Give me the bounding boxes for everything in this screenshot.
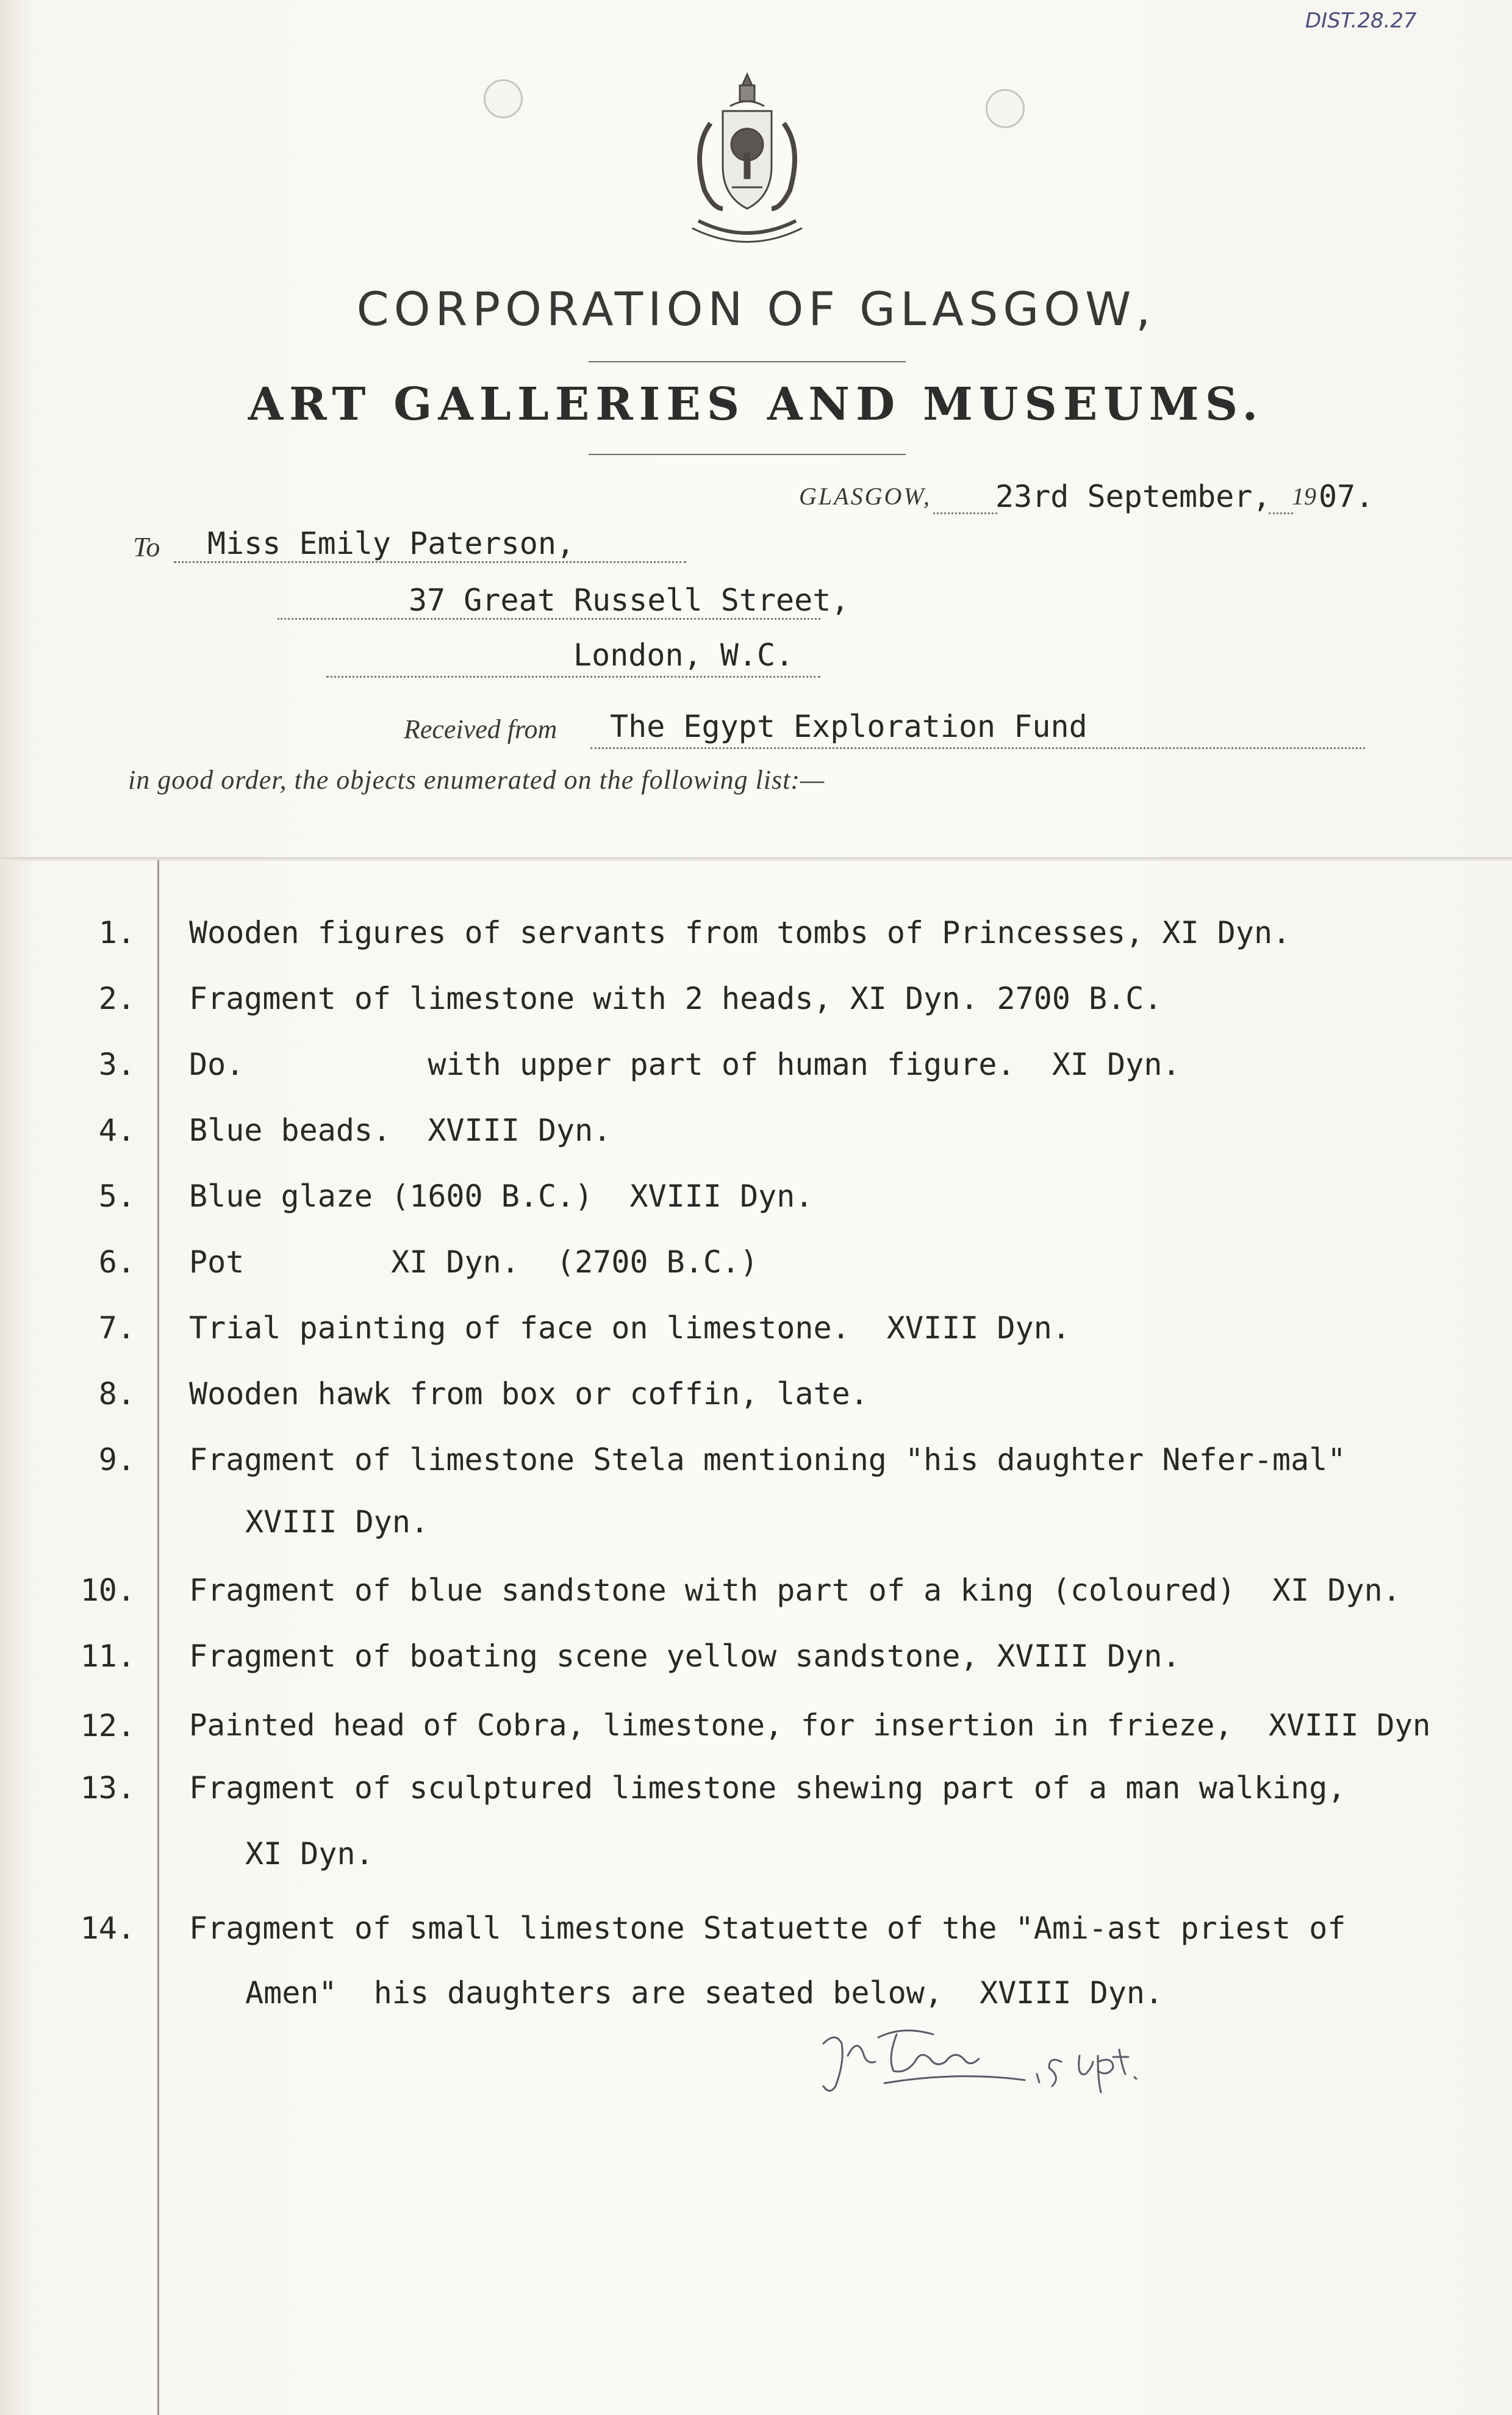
item-number: 14.	[80, 1911, 135, 1946]
item-description-continued: XI Dyn.	[245, 1836, 374, 1871]
item-description: Fragment of limestone Stela mentioning "his daughter Nefer-mal"	[189, 1442, 1346, 1477]
item-description-continued: Amen" his daughters are seated below, XVIII Dyn.	[245, 1975, 1164, 2011]
item-description: Trial painting of face on limestone. XVIII Dyn.	[189, 1310, 1070, 1346]
item-description: Fragment of blue sandstone with part of a king (coloured) XI Dyn.	[189, 1573, 1401, 1608]
margin-rule	[157, 860, 159, 2415]
received-statement: in good order, the objects enumerated on the following list:—	[128, 765, 825, 795]
recipient-name: Miss Emily Paterson,	[207, 526, 575, 561]
corporation-heading: CORPORATION OF GLASGOW,	[356, 282, 1156, 336]
item-description: Blue beads. XVIII Dyn.	[189, 1113, 612, 1148]
item-number: 11.	[80, 1638, 135, 1674]
item-number: 2.	[98, 981, 135, 1016]
item-number: 1.	[98, 915, 135, 950]
punch-hole-left	[484, 79, 523, 118]
glasgow-coat-of-arms-icon	[674, 68, 820, 251]
item-number: 6.	[98, 1244, 135, 1280]
recipient-street: 37 Great Russell Street,	[409, 583, 850, 618]
reference-mark: DIST.28.27	[1305, 9, 1417, 33]
item-description: Blue glaze (1600 B.C.) XVIII Dyn.	[189, 1179, 814, 1214]
item-description: Fragment of small limestone Statuette of the "Ami-ast priest of	[189, 1911, 1346, 1946]
item-number: 4.	[98, 1113, 135, 1148]
year-value: 07.	[1319, 479, 1374, 514]
item-number: 10.	[80, 1573, 135, 1608]
date-value: 23rd September,	[995, 479, 1271, 514]
item-number: 13.	[80, 1770, 135, 1806]
institution-heading: ART GALLERIES AND MUSEUMS.	[248, 378, 1264, 431]
recipient-city: London, W.C.	[573, 637, 794, 673]
item-number: 5.	[98, 1179, 135, 1214]
item-description: Fragment of boating scene yellow sandstone, XVIII Dyn.	[189, 1638, 1181, 1674]
heading-divider	[589, 361, 906, 362]
received-from-value: The Egypt Exploration Fund	[610, 709, 1087, 744]
item-description-continued: XVIII Dyn.	[245, 1504, 429, 1540]
item-number: 7.	[98, 1310, 135, 1346]
dotted-line	[590, 747, 1365, 749]
item-description: Pot XI Dyn. (2700 B.C.)	[189, 1244, 759, 1280]
place-label: GLASGOW,	[799, 483, 931, 510]
received-label: Received from	[404, 714, 557, 744]
item-number: 3.	[98, 1047, 135, 1082]
punch-hole-right	[986, 89, 1025, 128]
item-number: 8.	[98, 1376, 135, 1412]
item-description: Do. with upper part of human figure. XI Dyn.	[189, 1047, 1181, 1082]
dotted-line	[278, 618, 820, 620]
century-label: 19	[1292, 483, 1316, 510]
item-number: 9.	[98, 1442, 135, 1477]
item-description: Wooden hawk from box or coffin, late.	[189, 1376, 869, 1412]
dotted-line	[174, 561, 686, 563]
dotted-line	[1269, 512, 1293, 514]
item-description: Fragment of limestone with 2 heads, XI Dyn. 2700 B.C.	[189, 981, 1163, 1016]
dotted-line	[326, 676, 820, 678]
superintendent-signature	[811, 2019, 1189, 2111]
item-number: 12.	[80, 1708, 135, 1743]
page-fold	[0, 857, 1512, 861]
heading-divider-lower	[589, 454, 906, 455]
item-description: Wooden figures of servants from tombs of Princesses, XI Dyn.	[189, 915, 1291, 950]
dotted-line	[933, 512, 997, 514]
item-description: Painted head of Cobra, limestone, for insertion in frieze, XVIII Dyn	[189, 1708, 1431, 1743]
to-label: To	[133, 531, 160, 562]
item-description: Fragment of sculptured limestone shewing part of a man walking,	[189, 1770, 1346, 1806]
